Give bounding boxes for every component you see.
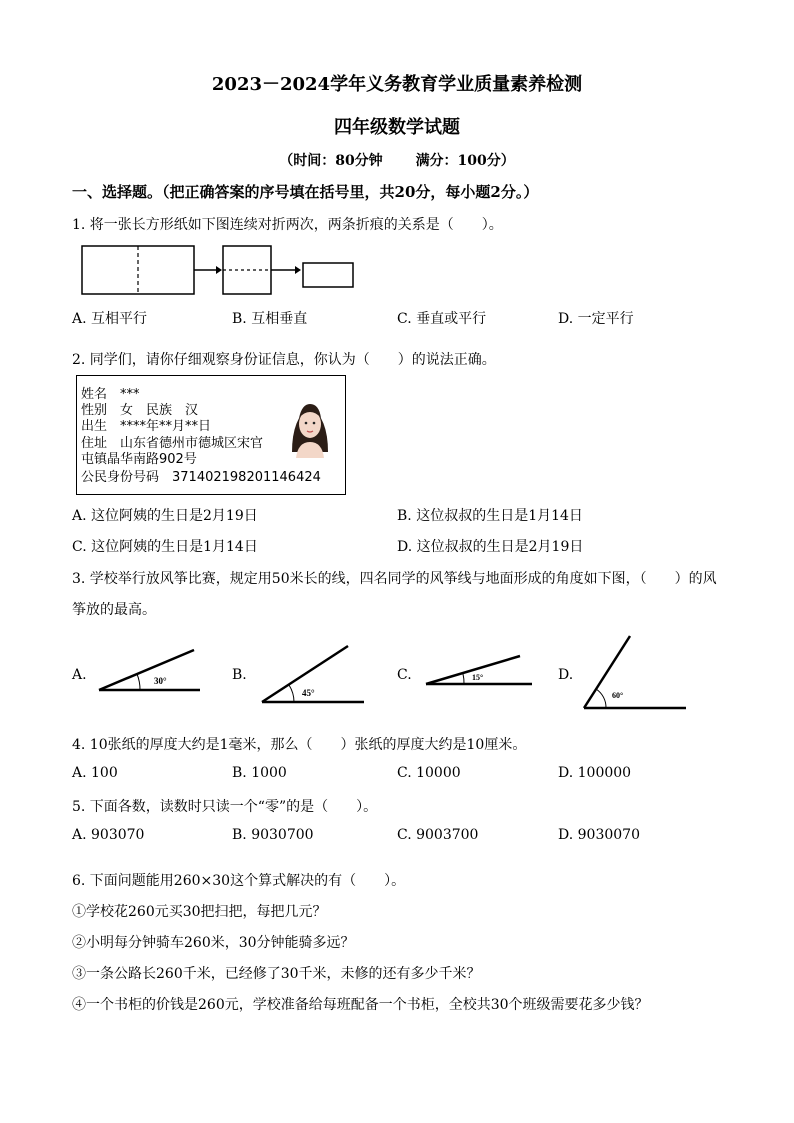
q1-option-d: D. 一定平行 — [558, 311, 634, 327]
q6-item-4: ④一个书柜的价钱是260元，学校准备给每班配备一个书柜，全校共30个班级需要花多少钱？ — [72, 997, 649, 1013]
q5-option-c: C. 9003700 — [397, 827, 479, 843]
q4-option-d: D. 100000 — [558, 765, 632, 781]
q5-option-a: A. 903070 — [72, 827, 145, 843]
q2-option-b: B. 这位叔叔的生日是1月14日 — [397, 508, 583, 524]
exam-subtitle: 四年级数学试题 — [334, 117, 460, 138]
question-1: 1. 将一张长方形纸如下图连续对折两次，两条折痕的关系是（ ）。 — [72, 217, 503, 233]
question-2: 2. 同学们，请你仔细观察身份证信息，你认为（ ）的说法正确。 — [72, 352, 496, 368]
q4-option-c: C. 10000 — [397, 765, 461, 781]
q4-option-a: A. 100 — [72, 765, 118, 781]
id-gender: 性别 女 民族 汉 — [81, 403, 199, 418]
q3-label-c: C. — [397, 667, 412, 683]
question-3-line-2: 筝放的最高。 — [72, 602, 156, 618]
angle-b — [260, 644, 370, 706]
angle-a-label: 30° — [154, 676, 167, 686]
q1-option-b: B. 互相垂直 — [232, 311, 308, 327]
q2-option-c: C. 这位阿姨的生日是1月14日 — [72, 539, 258, 555]
angle-b-label: 45° — [302, 688, 315, 698]
id-name: 姓名 *** — [81, 387, 140, 402]
exam-meta — [0, 150, 794, 170]
q1-option-a: A. 互相平行 — [72, 311, 148, 327]
exam-score: 满分：100分） — [415, 153, 515, 169]
angle-a — [96, 646, 206, 696]
q6-item-1: ①学校花260元买30把扫把，每把几元？ — [72, 904, 327, 920]
fold-diagram — [80, 244, 360, 296]
question-5: 5. 下面各数，读数时只读一个“零”的是（ ）。 — [72, 799, 378, 815]
q3-label-d: D. — [558, 667, 574, 683]
angle-c-label: 15° — [472, 673, 484, 682]
q6-item-2: ②小明每分钟骑车260米，30分钟能骑多远？ — [72, 935, 355, 951]
id-address: 住址 山东省德州市德城区宋官 — [81, 436, 264, 451]
exam-title: 2023－2024学年义务教育学业质量素养检测 — [211, 74, 583, 95]
question-4: 4. 10张纸的厚度大约是1毫米，那么（ ）张纸的厚度大约是10厘米。 — [72, 737, 527, 753]
id-number: 公民身份号码 371402198201146424 — [81, 470, 321, 485]
id-card — [76, 375, 346, 495]
section-heading: 一、选择题。（把正确答案的序号填在括号里，共20分，每小题2分。） — [72, 183, 539, 201]
exam-time: （时间：80分钟 — [279, 153, 383, 169]
question-6: 6. 下面问题能用260×30这个算式解决的有（ ）。 — [72, 873, 406, 889]
q1-option-c: C. 垂直或平行 — [397, 311, 487, 327]
question-3-line-1: 3. 学校举行放风筝比赛，规定用50米长的线，四名同学的风筝线与地面形成的角度如下图，（ ）的风 — [72, 571, 717, 587]
q5-option-b: B. 9030700 — [232, 827, 314, 843]
id-address-2: 屯镇晶华南路902号 — [81, 452, 197, 467]
id-birth: 出生 ****年**月**日 — [81, 419, 212, 434]
q2-option-a: A. 这位阿姨的生日是2月19日 — [72, 508, 258, 524]
q4-option-b: B. 1000 — [232, 765, 287, 781]
q6-item-3: ③一条公路长260千米，已经修了30千米，未修的还有多少千米？ — [72, 966, 481, 982]
angle-d — [580, 634, 692, 712]
angle-c — [424, 652, 536, 688]
q5-option-d: D. 9030070 — [558, 827, 640, 843]
angle-d-label: 60° — [612, 691, 624, 700]
q3-label-b: B. — [232, 667, 247, 683]
q3-label-a: A. — [72, 667, 87, 683]
id-photo — [286, 392, 334, 458]
q2-option-d: D. 这位叔叔的生日是2月19日 — [397, 539, 584, 555]
